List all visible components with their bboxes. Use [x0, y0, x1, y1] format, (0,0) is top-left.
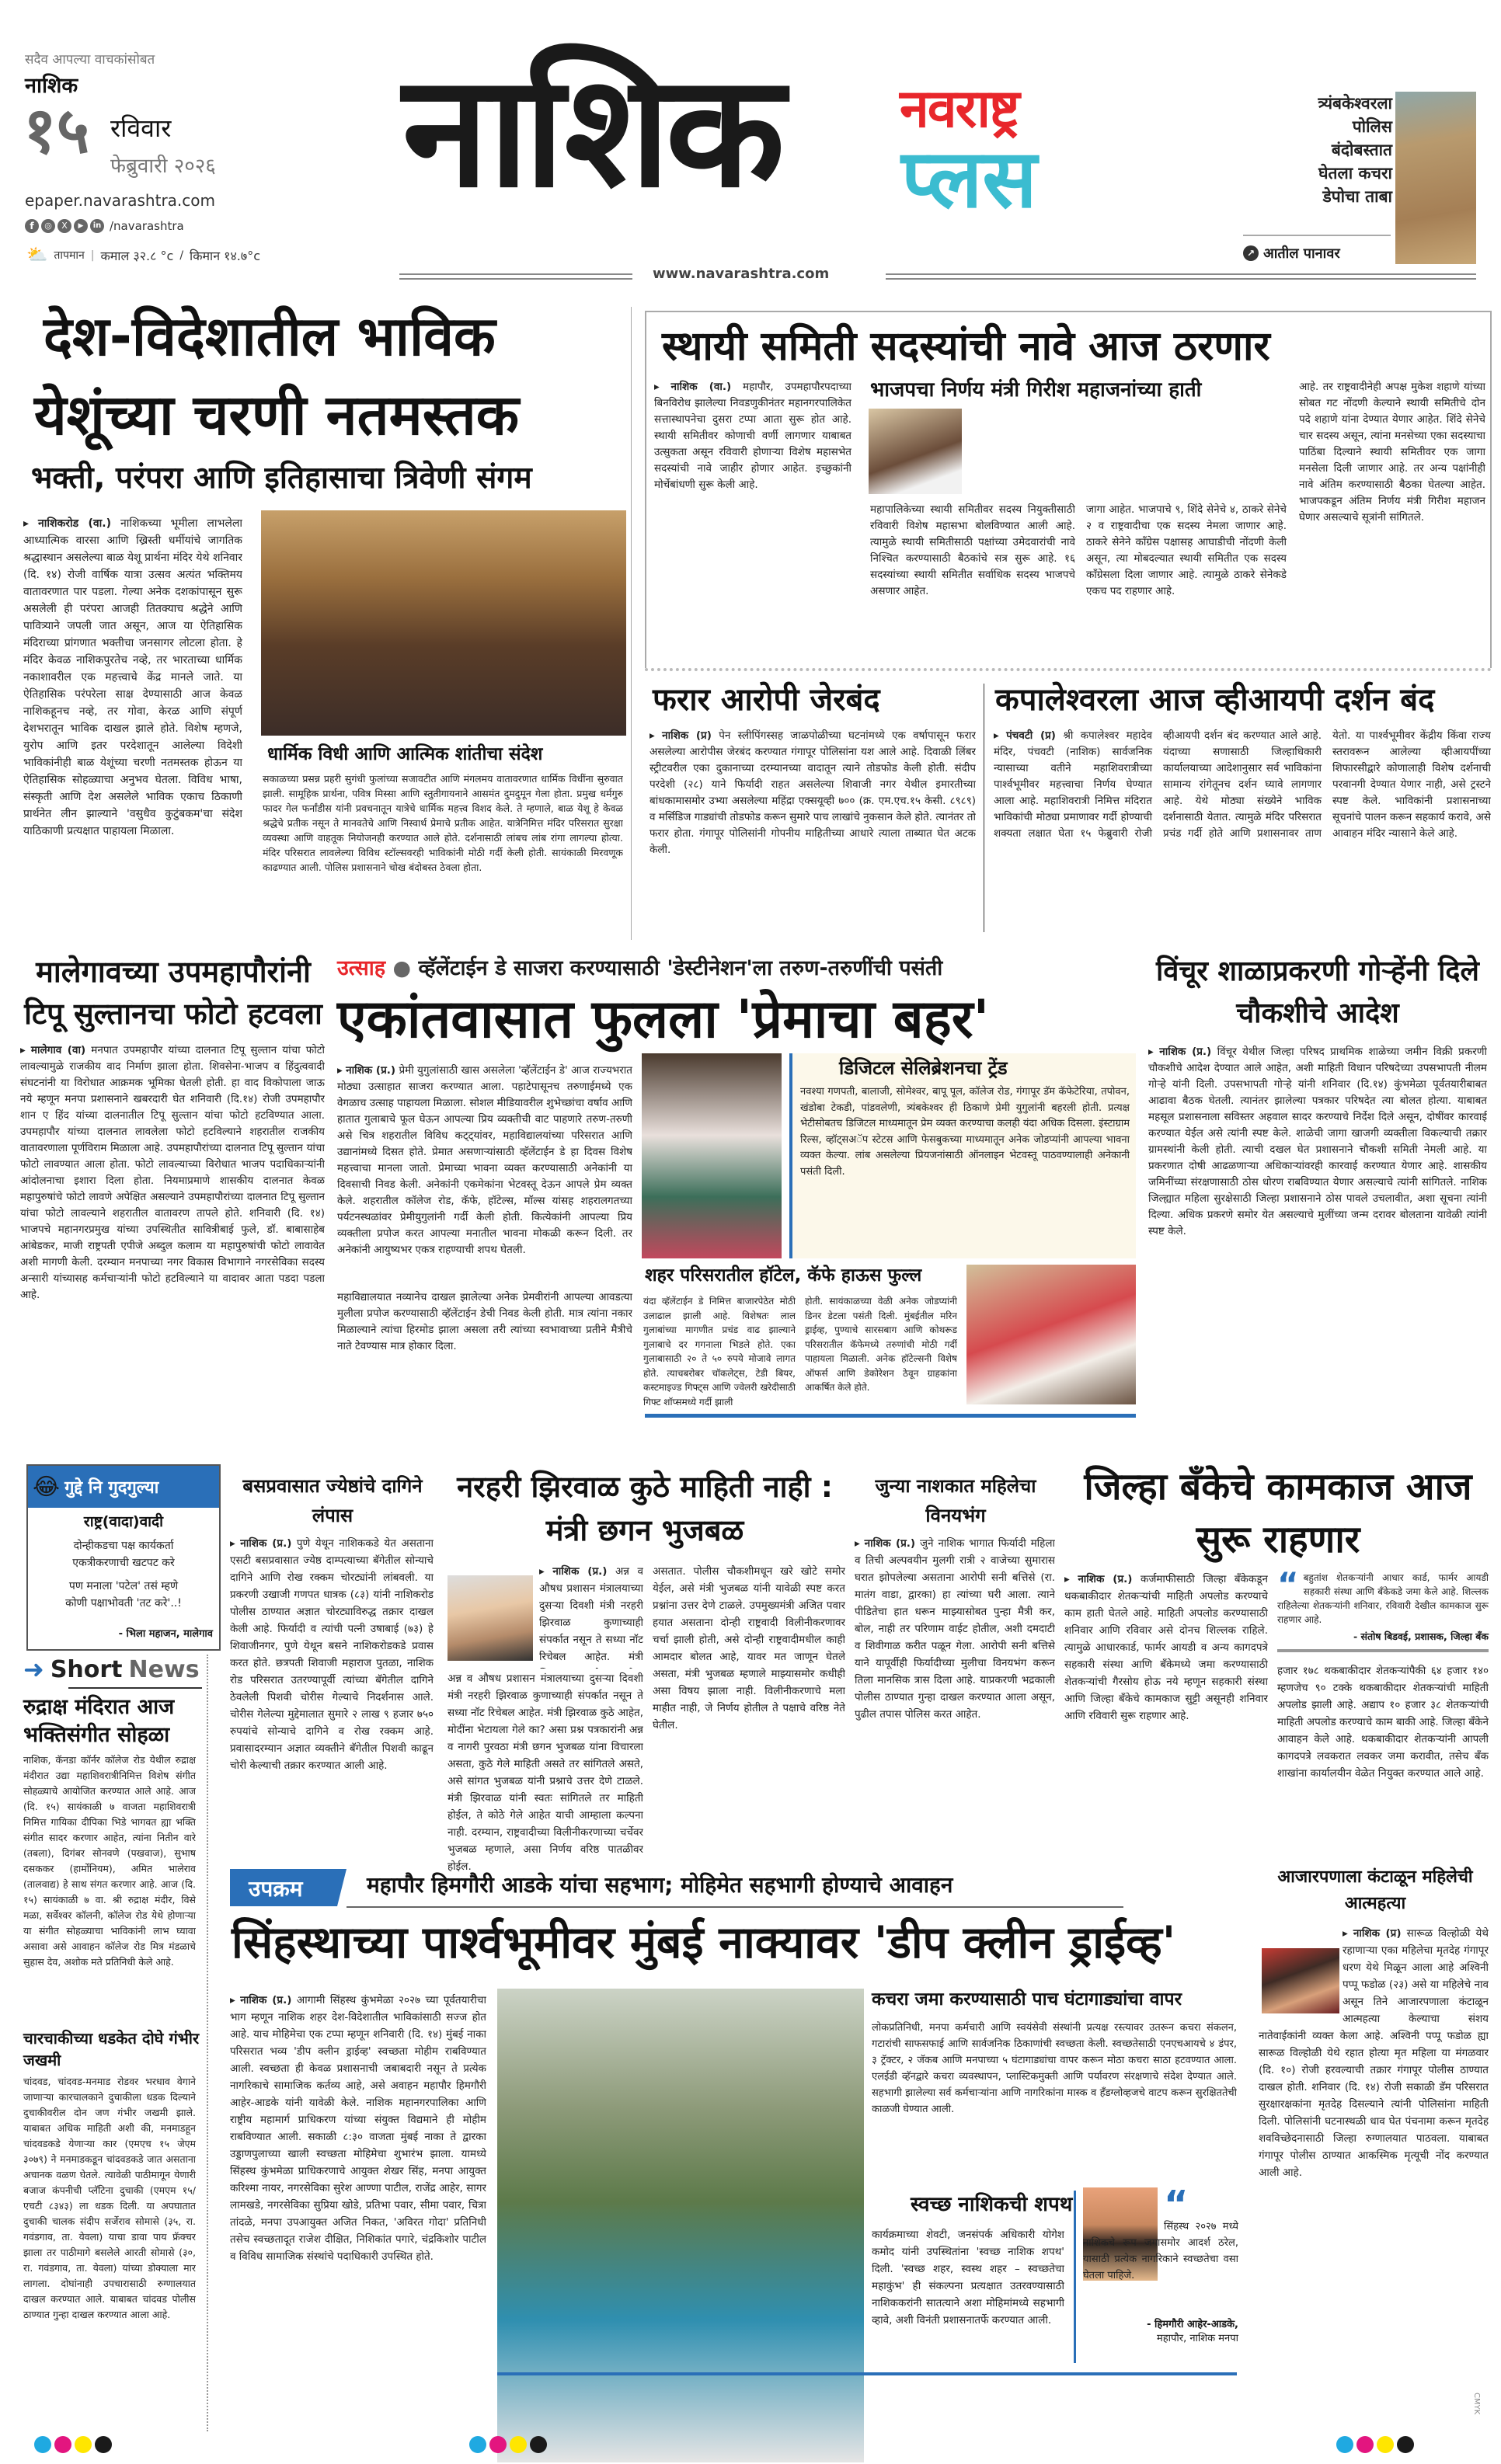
- district-bank-body-2: हजार १७८ थकबाकीदार शेतकऱ्यांपैकी ६४ हजार १४० म्हणजेच ९० टक्के थकबाकीदार शेतकऱ्यांची माहिती अपलोड झाली आहे. अद्याप १० हजार ३८ शेतकऱ्यांची माहिती अपलोड करण्याचे काम बाकी आहे. जिल्हा बँकेने आवाहन केले आहे. थकबाकीदार शेतकऱ्यांनी आपली कागदपत्रे लवकरात लवकर जमा करावीत, तसेच बँक शाखांना कार्यालयीन वेळेत नियुक्त करण्यात आले आहे.: [1277, 1665, 1489, 1780]
- garbage-vehicles-body: लोकप्रतिनिधी, मनपा कर्मचारी आणि स्वयंसेवी संस्थांनी प्रत्यक्ष रस्त्यावर उतरून कचरा संकलन, गटारांची साफसफाई आणि सार्वजनिक ठिकाणांची स्वच्छता केली. स्वच्छतेसाठी एनएचआयचे ४ डंपर, ३ ट्रॅक्टर, २ जॅकब आणि मनपाच्या ५ घंटागाड्यांचा वापर करून मोठा कचरा साठा हटवण्यात आला. एलईडी व्हॅनद्वारे कचरा व्यवस्थापन, प्लास्टिकमुक्ती आणि पर्यावरण संरक्षणाचे संदेश देण्यात आले. सहभागी झालेल्या सर्व कर्मचाऱ्यांना आणि नागरिकांना मास्क व हँडग्लोव्हजचे वाटप करून सुरक्षिततेची काळजी घेण्यात आली.: [872, 2022, 1237, 2115]
- malegaon-body: ▸ मालेगाव (वा) मनपात उपमहापौर यांच्या दालनात टिपू सुल्तान यांचा फोटो लावल्यामुळे राजकीय वाद निर्माण झाला होता. शिवसेना-भाजप व हिंदुत्ववादी संघटनांनी या विरोधात आक्रमक भूमिका घेतली होती. हा वाद विकोपाला जाऊ नये म्हणून मनपा प्रशासनाने खबरदारी घेत शनिवारी (दि.१४) रोजी उपमहापौर शान ए हिंद यांच्या दालनातील टिपू सुल्तान यांचा फोटो हटविण्यात आला. उपमहापौर यांच्या दालनात लावलेला फोटो हटविल्याने शहरातील राजकीय वातावरणाला पूर्णविराम मिळाला आहे. उपमहापौरांच्या दालनात टिपू सुल्तान यांचा फोटो लावण्यात आला होता. फोटो लावल्याच्या विरोधात भाजप पदाधिकाऱ्यांनी आंदोलनाचा इशारा दिला होता. नियमाप्रमाणे शासकीय दालनात केवळ महापुरुषांचे फोटो लावणे अपेक्षित असल्याने उपमहापौरांच्या दालनात टिपू सुल्तान यांचा फोटो लावल्याने शहरातील वातावरण तापले होते. शनिवारी (दि. १४) भाजपचे महानगरप्रमुख यांच्या उपस्थितीत सावित्रीबाई फुले, डॉ. बाबासाहेब आंबेडकर, माजी राष्ट्रपती एपीजे अब्दुल कलाम या महापुरुषांची फोटो लावावेत अशी मागणी केली. दरम्यान मनपाच्या नगर विकास विभागाने नगरसेविका सदस्य अन्सारी यांच्यासह कर्मचाऱ्यांनी फोटो हटविल्याने या वादावर आता पडदा पडला आहे.: [20, 1044, 325, 1301]
- magenta-dot: [54, 2436, 71, 2453]
- short-news-header: ➜ Short News: [23, 1655, 200, 1684]
- district-bank-story: [1064, 1460, 1492, 1818]
- malegaon-story: [16, 948, 326, 1414]
- gudde-author: - भिला महाजन, मालेगाव: [118, 1628, 213, 1640]
- temp-max: कमाल ३२.८ °c: [100, 248, 174, 263]
- newspaper-title: नाशिक: [402, 41, 781, 222]
- old-nashik-body: ▸ नाशिक (प्र.) जुने नाशिक भागात फिर्यादी महिला व तिची अल्पवयीन मुलगी रात्री २ वाजेच्या सुमारास घरात झोपलेल्या असताना आरोपी सनी बत्तिसे (रा. मातंग वाडा, द्वारका) हा त्यांच्या घरी आला. त्याने पीडितेचा हात धरून माझ्यासोबत पुन्हा मैत्री कर, बोल, नाही तर परिणाम वाईट होतील, अशी दमदाटी व शिवीगाळ करीत पळून गेला. आरोपी सनी बत्तिसे याने यापूर्वीही फिर्यादीच्या मुलीचा विनयभंग करून तिला मानसिक त्रास दिला आहे. याप्रकरणी भद्रकाली पोलीस ठाण्यात गुन्हा दाखल करण्यात आला असून, पुढील तपास पोलिस करत आहेत.: [855, 1537, 1055, 1721]
- brand-navarashtra: नवराष्ट्र: [900, 78, 1019, 140]
- valentine-body-2: महाविद्यालयात नव्यानेच दाखल झालेल्या अनेक प्रेमवीरांनी आपल्या आवडत्या मुलीला प्रपोज करण्यासाठी व्हॅलेंटाईन डेची निवड केली होती. मात्र त्यांना नकार मिळाल्याने त्यांचा हिरमोड झाला असला तरी त्यांच्या स्वभावाच्या प्रतीने मैत्रीचे नाते टेवण्यास मात्र होकार दिला.: [337, 1291, 632, 1352]
- quote-mark-icon: “: [1164, 2183, 1189, 2226]
- valentine-story: [334, 948, 1142, 1429]
- teaser-text: त्र्यंबकेश्वरला पोलिस बंदोबस्तात घेतला कचरा डेपोचा ताबा: [1318, 94, 1392, 206]
- absconder-story: [645, 680, 979, 932]
- weather-label: तापमान: [54, 249, 85, 262]
- rule-right: [886, 273, 1476, 280]
- lead-photo-church: [261, 510, 626, 736]
- month-year: फेब्रुवारी २०२६: [110, 155, 216, 178]
- mayor-quote-role: महापौर, नाशिक मनपा: [1156, 2333, 1238, 2344]
- valentine-couple-photo: [642, 1053, 782, 1258]
- deep-clean-headline: सिंहस्थाच्या पार्श्वभूमीवर मुंबई नाक्यावर 'डीप क्लीन ड्राईव्ह': [232, 1917, 1176, 1968]
- kapaleshwar-body: ▸ पंचवटी (प्र) श्री कपालेश्वर महादेव मंदिर, पंचवटी (नाशिक) सार्वजनिक न्यासाच्या वतीने महाशिवरात्रीच्या पार्श्वभूमीवर महत्त्वाचा निर्णय घेण्यात आला आहे. महाशिवरात्री निमित्त मंदिरात भाविकांची मोठ्या प्रमाणावर गर्दी होण्याची शक्यता लक्षात घेता १५ फेब्रुवारी रोजी व्हीआयपी दर्शन बंद करण्यात आले आहे. यंदाच्या सणासाठी जिल्हाधिकारी कार्यालयाच्या आदेशानुसार सर्व भाविकांना सामान्य रांगेतूनच दर्शन घ्यावे लागणार आहे. येथे मोठ्या संख्येने भाविक दर्शनासाठी येतात. त्यामुळे मंदिर परिसरात प्रचंड गर्दी होते आणि प्रशासनावर ताण येतो. या पार्श्वभूमीवर केंद्रीय किंवा राज्य स्तरावरून आलेल्या व्हीआयपींच्या शिफारसीद्वारे कोणालाही विशेष दर्शनाची परवानगी देण्यात येणार नाही, असे ट्रस्टने स्पष्ट केले. भाविकांनी प्रशासनाच्या सूचनांचे पालन करून सहकार्य करावे, असे आवाहन मंदिर न्यासाने केले आहे.: [994, 729, 1491, 840]
- lead-body: ▸ नाशिकरोड (वा.) नाशिकच्या भूमीला लाभलेला आध्यात्मिक वारसा आणि ख्रिस्ती धर्मीयांचे जागतिक श्रद्धास्थान असलेल्या बाळ येशू प्रार्थना मंदिर येथे शनिवार (दि. १४) रोजी वार्षिक यात्रा उत्सव अत्यंत भक्तिमय वातावरणात पार पडला. गेल्या अनेक दशकांपासून सुरू असलेली ही परंपरा आजही तितक्याच श्रद्धेने आणि पावित्र्याने जपली जात असून, आज या ऐतिहासिक मंदिराच्या प्रांगणात भक्तीचा जनसागर लोटला होता. हे मंदिर केवळ नाशिकपुरतेच नव्हे, तर भारताच्या धार्मिक नकाशावरील एक महत्त्वाचे केंद्र मानले जाते. या ऐतिहासिक परंपरेला साक्ष देण्यासाठी आज केवळ नाशिकहूनच नव्हे, तर गोवा, केरळ आणि संपूर्ण देशभरातून भाविक दाखल झाले होते. विशेष म्हणजे, युरोप आणि इतर परदेशातून आलेल्या विदेशी भाविकांनीही बाळ येशूंच्या चरणी नतमस्तक होऊन या ऐतिहासिक सोहळ्याचा अनुभव घेतला. विविध भाषा, संस्कृती आणि देश असलेले भाविक एकाच ठिकाणी प्रार्थनेत लीन झाल्याने 'वसुधैव कुटुंबकम'चा संदेश याठिकाणी प्रत्यक्षात पाहायला मिळाला.: [23, 517, 242, 837]
- teaser-pointer: ↗ आतील पानावर: [1243, 244, 1340, 263]
- vinchur-headline: विंचूर शाळाप्रकरणी गोऱ्हेंनी दिले चौकशीचे आदेश: [1156, 955, 1479, 1029]
- social-handle[interactable]: /navarashtra: [110, 219, 184, 233]
- absconder-headline: फरार आरोपी जेरबंद: [653, 682, 880, 718]
- youtube-icon[interactable]: ▶: [74, 219, 88, 233]
- deep-clean-body: ▸ नाशिक (प्र.) आगामी सिंहस्थ कुंभमेळा २०२७ च्या पूर्वतयारीचा भाग म्हणून नाशिक शहर देश-विदेशातील भाविकांसाठी सज्ज होत आहे. याच मोहिमेचा एक टप्पा म्हणून शनिवारी (दि. १४) मुंबई नाका परिसरात भव्य 'डीप क्लीन ड्राईव्ह' स्वच्छता मोहीम राबविण्यात आली. स्वच्छता ही केवळ प्रशासनाची जबाबदारी नसून ते प्रत्येक नागरिकाचे सामाजिक कर्तव्य आहे, असे अवाहन महापौर हिमगौरी आहेर-आडके यांनी यावेळी केले. नाशिक महानगरपालिका आणि राष्ट्रीय महामार्ग प्राधिकरण यांच्या संयुक्त विद्यमाने ही मोहीम राबविण्यात आली. सकाळी ८:३० वाजता मुंबई नाका ते द्वारका उड्डाणपुलाच्या खाली स्वच्छता मोहिमेचा शुभारंभ झाला. यामध्ये सिंहस्थ कुंभमेळा प्राधिकरणाचे आयुक्त शेखर सिंह, मनपा आयुक्त करिश्मा नायर, नगरसेविका सुरेश आण्णा पाटील, राजेंद्र आहेर, सागर लामखडे, नगरसेविका सुप्रिया खोडे, प्रतिभा पवार, सीमा पवार, चित्रा तांदळे, मनपा उपआयुक्त अजित निकत, 'अविरत गोदा' प्रतिनिधी तसेच स्वच्छतादूत राजेश दीक्षित, निशिकांत पगारे, चंद्रकिशोर पाटील व विविध सामाजिक संस्थांचे पदाधिकारी उपस्थित होते.: [230, 1994, 486, 2263]
- arrow-right-circle-icon: ➜: [23, 1655, 44, 1684]
- weather-row: ⛅ तापमान | कमाल ३२.८ °c / किमान १४.७°c: [26, 245, 260, 265]
- linkedin-icon[interactable]: in: [90, 219, 104, 233]
- edition-label: नाशिक: [25, 74, 78, 98]
- chhagan-bhujbal-photo: [448, 1575, 533, 1661]
- lead-photo-caption-title: धार्मिक विधी आणि आत्मिक शांतीचा संदेश: [267, 744, 543, 764]
- girish-mahajan-photo: [869, 409, 962, 494]
- digital-trend-body: नवश्या गणपती, बालाजी, सोमेश्वर, बापू पूल, कॉलेज रोड, गंगापूर डॅम कॅफेटेरिया, तपोवन, खंडोबा टेकडी, पांडवलेणी, त्र्यंबकेश्वर ही ठिकाणे प्रेमी युगुलांनी बहरली होती. प्रत्यक्ष भेटीसोबतच डिजिटल माध्यमातून प्रेम व्यक्त करण्याचा कलही यंदा अधिक दिसला. इंस्टाग्राम रिल्स, व्हॉट्सअॅप स्टेटस आणि फेसबुकच्या माध्यमातून अनेक जोडप्यांनी आपल्या भावना व्यक्त केल्या. लांब असलेल्या प्रियजनांसाठी ऑनलाइन भेटवस्तू पाठवण्यालाही अनेकानी पसंती दिली.: [800, 1086, 1130, 1178]
- sc-subheadline: भाजपचा निर्णय मंत्री गिरीश महाजनांच्या हाती: [870, 378, 1202, 402]
- suicide-body: ▸ नाशिक (प्र) सारूळ विल्होळी येथे रहाणाऱ्या एका महिलेचा मृतदेह गंगापूर धरण येथे मिळून आला आहे अश्विनी पप्पू फडोळ (२३) असे या महिलेचे नाव असून तिने आजारपणाला कंटाळून आत्महत्या केल्याचा संशय नातेवाईकांनी व्यक्त केला आहे. अश्विनी पप्पू फडोळ ह्या सारूळ विल्होळी येथे रहात होत्या मृत महिला या मंगळवार (दि. १०) रोजी हरवल्याची तक्रार गंगापूर पोलीस ठाण्यात दाखल होती. शनिवार (दि. १४) रोजी सकाळी डॅम परिसरात सुरक्षारक्षकांना मृतदेह दिसल्याने त्यांनी पोलिसांना माहिती दिली. पोलिसांनी घटनास्थळी धाव घेत पंचनामा करून मृतदेह शवविच्छेदनासाठी जिल्हा रुग्णालयात पाठवला. याबाबत गंगापूर पोलीस ठाण्यात आकस्मिक मृत्यूची नोंद करण्यात आली आहे.: [1259, 1927, 1489, 2179]
- mayor-quote: “ सिंहस्थ २०२७ मध्ये नाशिकचे रूप जगासमोर आदर्श ठरेल, यासाठी प्रत्येक नागरिकाने स्वच्छतेचा वसा घेतला पाहिजे. - हिमगौरी आहेर-आडके, महापौर, नाशिक मनपा: [1083, 2183, 1238, 2344]
- teaser-photo: [1395, 92, 1476, 264]
- gudde-heading: राष्ट्र(वादा)वादी: [83, 1513, 164, 1530]
- lead-story: [16, 307, 625, 940]
- date-day-number: १५: [23, 94, 90, 168]
- old-nashik-headline: जुन्या नाशकात महिलेचा विनयभंग: [875, 1475, 1036, 1526]
- zirwal-headline: नरहरी झिरवाळ कुठे माहिती नाही : मंत्री छगन भुजबळ: [457, 1470, 833, 1547]
- rule-left: [399, 273, 632, 280]
- instagram-icon[interactable]: ◎: [41, 219, 55, 233]
- x-icon[interactable]: X: [57, 219, 71, 233]
- social-row: [25, 219, 184, 233]
- digital-trend-title: डिजिटल सेलिब्रेशनचा ट्रेंड: [839, 1057, 1008, 1079]
- district-bank-quote-author: - संतोष बिडवई, प्रशासक, जिल्हा बँक: [1353, 1630, 1489, 1642]
- website-url[interactable]: www.navarashtra.com: [653, 266, 830, 282]
- sc-col-4: आहे. तर राष्ट्रवादीनेही अपक्ष मुकेश शहाणे यांच्या सोबत गट नोंदणी केल्याने स्थायी समितीचे दोन पदे शहाणे यांना देण्यात येणार आहेत. शिंदे सेनेचे चार सदस्य असून, त्यांना मनसेच्या एका सदस्याचा पाठिंबा दिल्याने स्थायी समितीवर एक जागा मनसेला दिली जाणार आहे. तर अन्य पक्षांनीही नावे अंतिम करण्यासाठी बैठका घेतल्या आहेत. भाजपकडून अंतिम निर्णय मंत्री गिरीश महाजन घेणार असल्याचे सूत्रांनी सांगितले.: [1299, 381, 1485, 524]
- short-news-headline-2: चारचाकीच्या धडकेत दोघे गंभीर जखमी: [23, 2029, 200, 2069]
- short-news-body-1: नाशिक, कॅनडा कॉर्नर कॉलेज रोड येथील रुद्राक्ष मंदीरात उद्या महाशिवरात्रीनिमित्त विशेष संगीत सोहळ्याचे आयोजित करण्यात आले आहे. आज (दि. १५) सायंकाळी ७ वाजता महाशिवरात्री निमित्त गायिका दीपिका भिडे भागवत ह्या भक्ति संगीत सादर करणार आहेत, त्यांना नितीन वारे (तबला), दिगंबर सोनवणे (पखवाज), सुभाष दसककर (हार्मोनियम), अमित भालेराव (तालवाद्य) हे साथ संगत करणार आहे. आज (दि. १५) सायंकाळी ७ वा. श्री रुद्राक्ष मंदीर, विसे मळा, सर्वेश्वर कॉलनी, कॉलेज रोड येथे होणाऱ्या या संगीत सोहळ्याचा भाविकांनी लाभ घ्यावा असावा असे आवाहन कॉलेज रोड मित्र मंडळाचे सुहास देव, अशोक मते प्रतिनिधी केले आहे.: [23, 1754, 196, 1968]
- lead-headline-2: येशूंच्या चरणी नतमस्तक: [34, 382, 520, 447]
- kapaleshwar-headline: कपालेश्वरला आज व्हीआयपी दर्शन बंद: [995, 682, 1435, 718]
- lead-headline-1: देश-विदेशातील भाविक: [44, 305, 496, 368]
- absconder-body: ▸ नाशिक (प्र) पेन स्लीपिंगस्सह जाळपोळीच्या घटनांमध्ये एक वर्षापासून फरार असलेल्या आरोपीस जेरबंद करण्यात गंगापूर पोलिसांना यश आले आहे. दिवाळी लिंबर स्ट्रीटवरील एका दुकानाच्या दरम्यानच्या वादातून त्याने तोडफोड केली होती. संदीप परदेशी (२८) याने फिर्यादी राहत असलेल्या शिवाजी नगर येथील इमारतीच्या बांधकामासमोर उभ्या असलेल्या महिंद्रा एक्सयूव्ही ७०० (क्र. एम.एच.१५ केसी. ८९८९) व मर्सिडिज गाड्यांची तोडफोड करून सुमारे पाच लाखांचे नुकसान केले होते. त्यानंतर तो फरार होता. गंगापूर पोलिसांनी गोपनीय माहितीच्या आधारे त्याला ताब्यात घेत अटक केली.: [650, 729, 976, 856]
- registration-marks-left: [34, 2436, 112, 2453]
- cleanliness-drive-photo: [497, 1989, 864, 2462]
- short-news-body-2: चांदवड, चांदवड-मनमाड रोडवर भरधाव वेगाने जाणाऱ्या कारचालकाने दुचाकीला धडक दिल्याने दुचाकीवरील दोन जण गंभीर जखमी झाले. याबाबत अधिक माहिती अशी की, मनमाडहून चांदवडकडे येणाऱ्या कार (एमएच १५ जेएम ३०७९) ने मनमाडकडून चांदवडकडे जात असताना अचानक वळण घेतले. त्यावेळी पाठीमागून येणारी बजाज कंपनीची प्लॅटिना दुचाकी (एमएम १५/ एचटी ८३४३) ला धडक दिली. या अपघातात दुचाकी चालक संदीप सर्जेराव सोमासे (३५, रा. गवंडगाव, ता. येवला) याचा डावा पाय फ्रॅक्चर झाला तर पाठीमागे बसलेले आरती सोमासे (३०, रा. गवंडगाव, ता. येवला) यांच्या डोक्याला मार लागला. दोघांनाही उपचारासाठी रुग्णालयात दाखल करण्यात आले. याबाबत चांदवड पोलीस ठाण्यात गुन्हा दाखल करण्यात आला आहे.: [23, 2076, 196, 2320]
- valentine-strap: उत्साह ● व्हॅलेंटाईन डे साजरा करण्यासाठी 'डेस्टीनेशन'ला तरुण-तरुणींची पसंती: [337, 956, 943, 980]
- valentine-headline: एकांतवासात फुलला 'प्रेमाचा बहर': [337, 989, 990, 1050]
- registration-marks-right: [1336, 2436, 1414, 2453]
- dateline-arrow-icon: ▸: [23, 517, 38, 530]
- tagline: सदैव आपल्या वाचकांसोबत: [25, 52, 155, 68]
- weather-cloud-sun-icon: ⛅: [26, 245, 48, 265]
- yellow-dot: [75, 2436, 92, 2453]
- bus-theft-body: ▸ नाशिक (प्र.) पुणे येथून नाशिककडे येत असताना एसटी बसप्रवासात ज्येष्ठ दाम्पत्याच्या बॅगेतील सोन्याचे दागिने आणि रोख रक्कम चोरट्यांनी लांबवली. या प्रकरणी उखाजी गणपत धात्रक (८३) यांनी नाशिकरोड पोलीस ठाण्यात अज्ञात चोरट्याविरुद्ध तक्रार दाखल केली आहे. फिर्यादी व त्यांची पत्नी उषाबाई (७३) हे शिवाजीनगर, पुणे येथून बसने नाशिकरोडकडे प्रवास करत होते. छत्रपती शिवाजी महाराज पुतळा, नाशिक रोड परिसरात उतरण्यापूर्वी त्यांच्या बॅगेतील दागिने ठेवलेली पिशवी चोरीस गेल्याचे निदर्शनास आले. चोरीस गेलेल्या मुद्देमालात सुमारे २ लाख ९ हजार ७५० रुपयांचे सोन्याचे दागिने व रोख रक्कम आहे. प्रवासादरम्यान अज्ञात व्यक्तीने बॅगेतील पिशवी काढून चोरी केल्याची तक्रार करण्यात आली आहे.: [230, 1537, 434, 1772]
- suicide-story: [1259, 1864, 1492, 2439]
- deep-clean-banner: [230, 1864, 1240, 1911]
- district-bank-body: ▸ नाशिक (प्र.) कर्जमाफीसाठी जिल्हा बँकेकडून थकबाकीदार शेतकऱ्यांची माहिती अपलोड करण्याचे काम हाती घेतले आहे. माहिती अपलोड करण्यासाठी शनिवार आणि रविवार असे दोनच शिल्लक राहिले. त्यामुळे आधारकार्ड, फार्मर आयडी व अन्य कागदपत्रे सहकारी संस्था आणि बँकेमध्ये जमा करण्यासाठी शेतकऱ्यांची गैरसोय होऊ नये म्हणून सहकारी संस्था आणि जिल्हा बँकेचे कामकाज सुट्टी असूनही शनिवार आणि रविवारी सुरू राहणार आहे.: [1064, 1573, 1268, 1722]
- laughing-emoji-icon: 😂: [33, 1473, 61, 1501]
- gudde-box: [26, 1464, 221, 1651]
- bus-theft-headline: बसप्रवासात ज्येष्ठांचे दागिने लंपास: [242, 1475, 423, 1526]
- malegaon-headline: मालेगावच्या उपमहापौरांनी टिपू सुल्तानचा फोटो हटवला: [24, 955, 322, 1031]
- hotel-cafe-headline: शहर परिसरातील हॉटेल, कॅफे हाऊस फुल्ल: [645, 1265, 922, 1286]
- short-news: [23, 1655, 202, 2431]
- sc-col-3: जागा आहेत. भाजपाचे ९, शिंदे सेनेचे ४, ठाकरे सेनेचे २ व राष्ट्रवादीचा एक सदस्य नेमला जाणार आहे. ठाकरे सेनेने काँग्रेस पक्षासह आघाडीची नोंदणी केली असून, त्या मोबदल्यात स्थायी समितीत एक सदस्य काँग्रेसला दिला जाणार आहे. त्यामुळे ठाकरे सेनेकडे एकच पद राहणार आहे.: [1086, 503, 1287, 597]
- district-bank-quote: “ बहुतांश शेतकऱ्यांनी आधार कार्ड, फार्मर आयडी सहकारी संस्था आणि बँकेकडे जमा केले आहे. शिल्लक राहिलेल्या शेतकऱ्यांनी शनिवार, रविवारी देखील कामकाज सुरू राहणार आहे. - संतोष बिडवई, प्रशासक, जिल्हा बँक: [1277, 1571, 1489, 1652]
- sc-col-1: ▸ नाशिक (वा.) महापौर, उपमहापौरपदाच्या बिनविरोध झालेल्या निवडणुकीनंतर महानगरपालिकेत सत्तास्थापनेचा दुसरा टप्पा आता सुरू होत आहे. स्थायी समितीवर कोणाची वर्णी लागणार याबाबत उत्सुकता असून रविवारी होणाऱ्या विशेष महासभेत सदस्यांची नावे जाहीर होणार आहेत. इच्छुकांनी मोर्चेबांधणी सुरू केली आहे.: [654, 381, 851, 491]
- teaser-box[interactable]: [1243, 92, 1476, 264]
- deep-clean-story: [230, 1864, 1240, 2462]
- facebook-icon[interactable]: f: [25, 219, 39, 233]
- cyan-dot: [34, 2436, 51, 2453]
- garbage-vehicles-headline: कचरा जमा करण्यासाठी पाच घंटागाड्यांचा वापर: [872, 1989, 1182, 2010]
- standing-committee-story: [645, 311, 1492, 668]
- gudde-poem: दोन्हीकडचा पक्ष कार्यकर्ता एकत्रीकरणाची खटपट करे पण मनाला 'पटेल' तसं म्हणे कोणी पक्षाभोवती 'तट करे'..!: [65, 1540, 182, 1610]
- mayor-quote-author: - हिमगौरी आहेर-आडके,: [1147, 2319, 1238, 2330]
- hotel-cafe-col-1: यंदा व्हॅलेंटाईन डे निमित्त बाजारपेठेत मोठी उलाढाल झाली आहे. विशेषतः लाल गुलाबांच्या मागणीत प्रचंड वाढ झाल्याने गुलाबाचे दर गगनाला भिडले होते. एका गुलाबासाठी २० ते ५० रुपये मोजावे लागत होते. त्याचबरोबर चॉकलेट्स, टेडी बियर, कस्टमाइज्ड गिफ्ट्स आणि ज्वेलरी खरेदीसाठी गिफ्ट शॉप्समध्ये गर्दी झाली: [643, 1296, 796, 1408]
- arrow-circle-icon: ↗: [1243, 245, 1259, 261]
- epaper-url[interactable]: epaper.navarashtra.com: [25, 191, 215, 210]
- deep-clean-strap: महापौर हिमगौरी आडके यांचा सहभाग; मोहिमेत सहभागी होण्याचे आवाहन: [367, 1872, 953, 1898]
- valentine-body: ▸ नाशिक (प्र.) प्रेमी युगुलांसाठी खास असलेला 'व्हॅलेंटाईन डे' आज राज्यभरात मोठ्या उत्साहात साजरा करण्यात आला. पहाटेपासूनच तरुणाईमध्ये एक वेगळाच उत्साह पाहायला मिळाला. सोशल मीडियावरील शुभेच्छांचा वर्षाव आणि हातात गुलाबाचे फूल घेऊन आपल्या प्रिय व्यक्तीची वाट पाहणारे तरुण-तरुणी असे चित्र शहरातील विविध कट्ट्यांवर, महाविद्यालयांच्या परिसरात आणि उद्यानांमध्ये दिसत होते. प्रेमात असणाऱ्यांसाठी व्हॅलेंटाईन डे हा दिवस विशेष महत्त्वाचा मानला जातो. प्रेमाच्या भावना व्यक्त करण्यासाठी अनेकांनी या दिवसाची निवड केली. अनेकांनी एकमेकांना भेटवस्तू देऊन आपले प्रेम व्यक्त केले. शहरातील कॉलेज रोड, कॅफे, हॉटेल्स, मॉल्स यांसह शहरालगतच्या पर्यटनस्थळांवर प्रेमीयुगुलांनी गर्दी केली होती. कित्येकांनी आपल्या प्रिय व्यक्तीला प्रपोज करत आपल्या मनातील भावना मोकळी करून दिली. तर अनेकांनी आयुष्यभर एकत्र राहण्याची शपथ घेतली.: [337, 1064, 632, 1256]
- oath-headline: स्वच्छ नाशिकची शपथ: [911, 2193, 1073, 2216]
- vinchur-body: ▸ नाशिक (प्र.) विंचूर येथील जिल्हा परिषद प्राथमिक शाळेच्या जमीन विक्री प्रकरणी चौकशीचे आदेश देण्यात आले आहेत, अशी माहिती विधान परिषदेच्या उपसभापती नीलम गोऱ्हे यांनी दिली. उपसभापती गोऱ्हे यांनी शनिवार (दि.१४) कुंभमेळा पूर्वतयारीबाबत आढावा बैठक घेतली. त्यानंतर झालेल्या पत्रकार परिषदेत त्या बोलत होत्या. याबाबत महसूल प्रशासनाला सविस्तर अहवाल सादर करण्याचे निर्देश दिले असून, दोषींवर कारवाई करण्यात येईल असे त्यांनी स्पष्ट केले. शाळेची जागा खाजगी व्यक्तीला विकल्याची तक्रार ग्रामस्थांनी केली होती. त्याची दखल घेत प्रशासनाने चौकशी समिती नेमली आहे. या प्रकरणात दोषी आढळणाऱ्या अधिकाऱ्यांवरही कारवाई करण्यात येणार आहे. शासकीय जमिनींच्या संरक्षणासाठी ठोस धोरण राबविण्यात येणार असल्याचे त्यांनी सांगितले. नाशिक जिल्ह्यात महिला सुरक्षेसाठी जिल्हा प्रशासनाने ठोस पावले उचलावीत, अशा सूचना त्यांनी दिल्या. अधिक प्रकरणे समोर येत असल्याचे मुलींच्या जन्म दरावर बोलताना यावेळी त्यांनी स्पष्ट केले.: [1148, 1046, 1487, 1237]
- students-photo: [966, 1265, 1136, 1404]
- lead-subheadline: भक्ती, परंपरा आणि इतिहासाचा त्रिवेणी संगम: [31, 461, 532, 496]
- cmyk-code: CMYK: [1472, 2393, 1481, 2415]
- suicide-headline: आजारपणाला कंटाळून महिलेची आत्महत्या: [1277, 1867, 1473, 1913]
- brand-plus: प्लस: [901, 131, 1037, 226]
- zirwal-body: ▸ नाशिक (प्र.) अन्न व औषध प्रशासन मंत्रालयाच्या दुसऱ्या दिवशी मंत्री नरहरी झिरवाळ कुणाच्याही संपर्कात नसून ते सध्या नॉट रिचेबल आहेत. मंत्री: [539, 1565, 643, 1663]
- weekday: रविवार: [110, 113, 172, 143]
- valentine-kicker: उत्साह: [337, 956, 386, 980]
- sc-col-2: महापालिकेच्या स्थायी समितीवर सदस्य नियुक्तीसाठी रविवारी विशेष महासभा बोलविण्यात आली आहे. त्यामुळे स्थायी समितीसाठी पक्षांच्या उमेदवारांची नावे निश्चित करण्यासाठी बैठकांचे सत्र सुरू आहे. १६ सदस्यांच्या स्थायी समितीत सर्वाधिक सदस्य भाजपचे असणार आहेत.: [870, 503, 1075, 597]
- registration-marks-center: [469, 2436, 547, 2453]
- temp-min: किमान १४.७°c: [190, 248, 260, 263]
- black-dot: [95, 2436, 112, 2453]
- deep-clean-kicker: उपक्रम: [249, 1876, 303, 1902]
- standing-committee-headline: स्थायी समिती सदस्यांची नावे आज ठरणार: [662, 323, 1270, 370]
- hotel-cafe-col-2: होती. सायंकाळच्या वेळी अनेक जोडप्यांनी डिनर डेटला पसंती दिली. मुंबईतील मरिन ड्राईव्ह, पुण्याचे सारसबाग आणि कोथरूड परिसरातील कॅफेमध्ये तरुणांची मोठी गर्दी पाहायला मिळाली. अनेक हॉटेल्सनी विशेष ऑफर्स आणि डेकोरेशन ठेवून ग्राहकांना आकर्षित केले होते.: [805, 1296, 957, 1393]
- gudde-title: गुद्दे नि गुदगुल्या: [64, 1478, 159, 1498]
- bullet-dot-icon: ●: [392, 956, 412, 980]
- gudde-header: [28, 1466, 219, 1508]
- zirwal-body-2: असतात. पोलीस चौकशीमधून खरे खोटे समोर येईल, असे मंत्री भुजबळ यांनी यावेळी स्पष्ट करत प्रश्नांना उत्तर देणे टाळले. उपमुख्यमंत्री अजित पवार हयात असताना दोन्ही राष्ट्रवादी विलीनीकरणावर चर्चा झाली होती, असे दोन्ही राष्ट्रवादीमधील काही आमदार बोलत आहे, यावर मत जाणून घेतले असता, मंत्री भुजबळ म्हणाले माझ्यासमोर कधीही असा विषय झाला नाही. विलीनीकरणाचे मला माहीत नाही, जे निर्णय होतील ते पक्षाचे वरिष्ठ नेते घेतील.: [653, 1565, 845, 1731]
- vinchur-story: [1147, 948, 1489, 1429]
- district-bank-headline: जिल्हा बँकेचे कामकाज आज सुरू राहणार: [1084, 1465, 1472, 1561]
- zirwal-body-cont: अन्न व औषध प्रशासन मंत्रालयाच्या दुसऱ्या दिवशी मंत्री नरहरी झिरवाळ कुणाच्याही संपर्कात नसून ते सध्या नॉट रिचेबल आहेत. मंत्री झिरवाळ कुठे आहेत, मोदींना भेटायला गेले का? असा प्रश्न पत्रकारांनी अन्न व नागरी पुरवठा मंत्री छगन भुजबळ यांना विचारला असता, कुठे गेले माहिती असते तर सांगितले असते, असे सांगत भुजबळ यांनी प्रश्नाचे उत्तर देणे टाळले. मंत्री झिरवाळ यांनी स्वतः सांगितले तर माहिती होईल, ते कोठे गेले आहेत याची आम्हाला कल्पना नाही. दरम्यान, राष्ट्रवादीच्या विलीनीकरणाच्या चर्चेवर भुजबळ म्हणाले, असा निर्णय वरिष्ठ पातळीवर होईल.: [448, 1672, 643, 1873]
- oath-body: कार्यक्रमाच्या शेवटी, जनसंपर्क अधिकारी योगेश कमोद यांनी उपस्थितांना 'स्वच्छ नाशिक शपथ' दिली. 'स्वच्छ शहर, स्वस्थ शहर – स्वच्छतेचा महाकुंभ' ही संकल्पना प्रत्यक्षात उतरवण्यासाठी नाशिककरांनी सातत्याने अशा मोहिमांमध्ये सहभागी व्हावे, अशी विनंती प्रशासनातर्फे करण्यात आली.: [872, 2229, 1064, 2327]
- lead-photo-caption-body: सकाळच्या प्रसन्न प्रहरी सुगंधी फुलांच्या सजावटीत आणि मंगलमय वातावरणात धार्मिक विधींना सुरुवात झाली. सामूहिक प्रार्थना, पवित्र मिस्सा आणि स्तुतीगायनाने आसमंत दुमदुमून गेला होता. प्रमुख धर्मगुरु फादर गेल फर्नांडीस यांनी प्रवचनातून यात्रेचे धार्मिक महत्त्व विशद केले. ते म्हणाले, बाळ येशू हे केवळ श्रद्धेचे प्रतीक नसून ते मानवतेचे आणि निस्वार्थ प्रेमाचे प्रतीक आहेत. यात्रेनिमित्त मंदिर परिसरात सुरक्षा व्यवस्था आणि वाहतूक नियोजनही करण्यात आले होते. दर्शनासाठी लांबच लांब रांगा लागल्या होत्या. मंदिर परिसरात लावलेल्या विविध स्टॉल्सवरही भाविकांनी मोठी गर्दी केली होती. सायंकाळी मिरवणूक काढण्यात आली. पोलिस प्रशासनाने चोख बंदोबस्त ठेवला होता.: [263, 773, 623, 873]
- short-news-headline-1: रुद्राक्ष मंदिरात आज भक्तिसंगीत सोहळा: [23, 1695, 175, 1747]
- masthead: [0, 0, 1501, 295]
- kapaleshwar-story: [991, 680, 1496, 932]
- digital-trend-box: [789, 1053, 1136, 1258]
- quote-mark-icon: “: [1277, 1565, 1299, 1603]
